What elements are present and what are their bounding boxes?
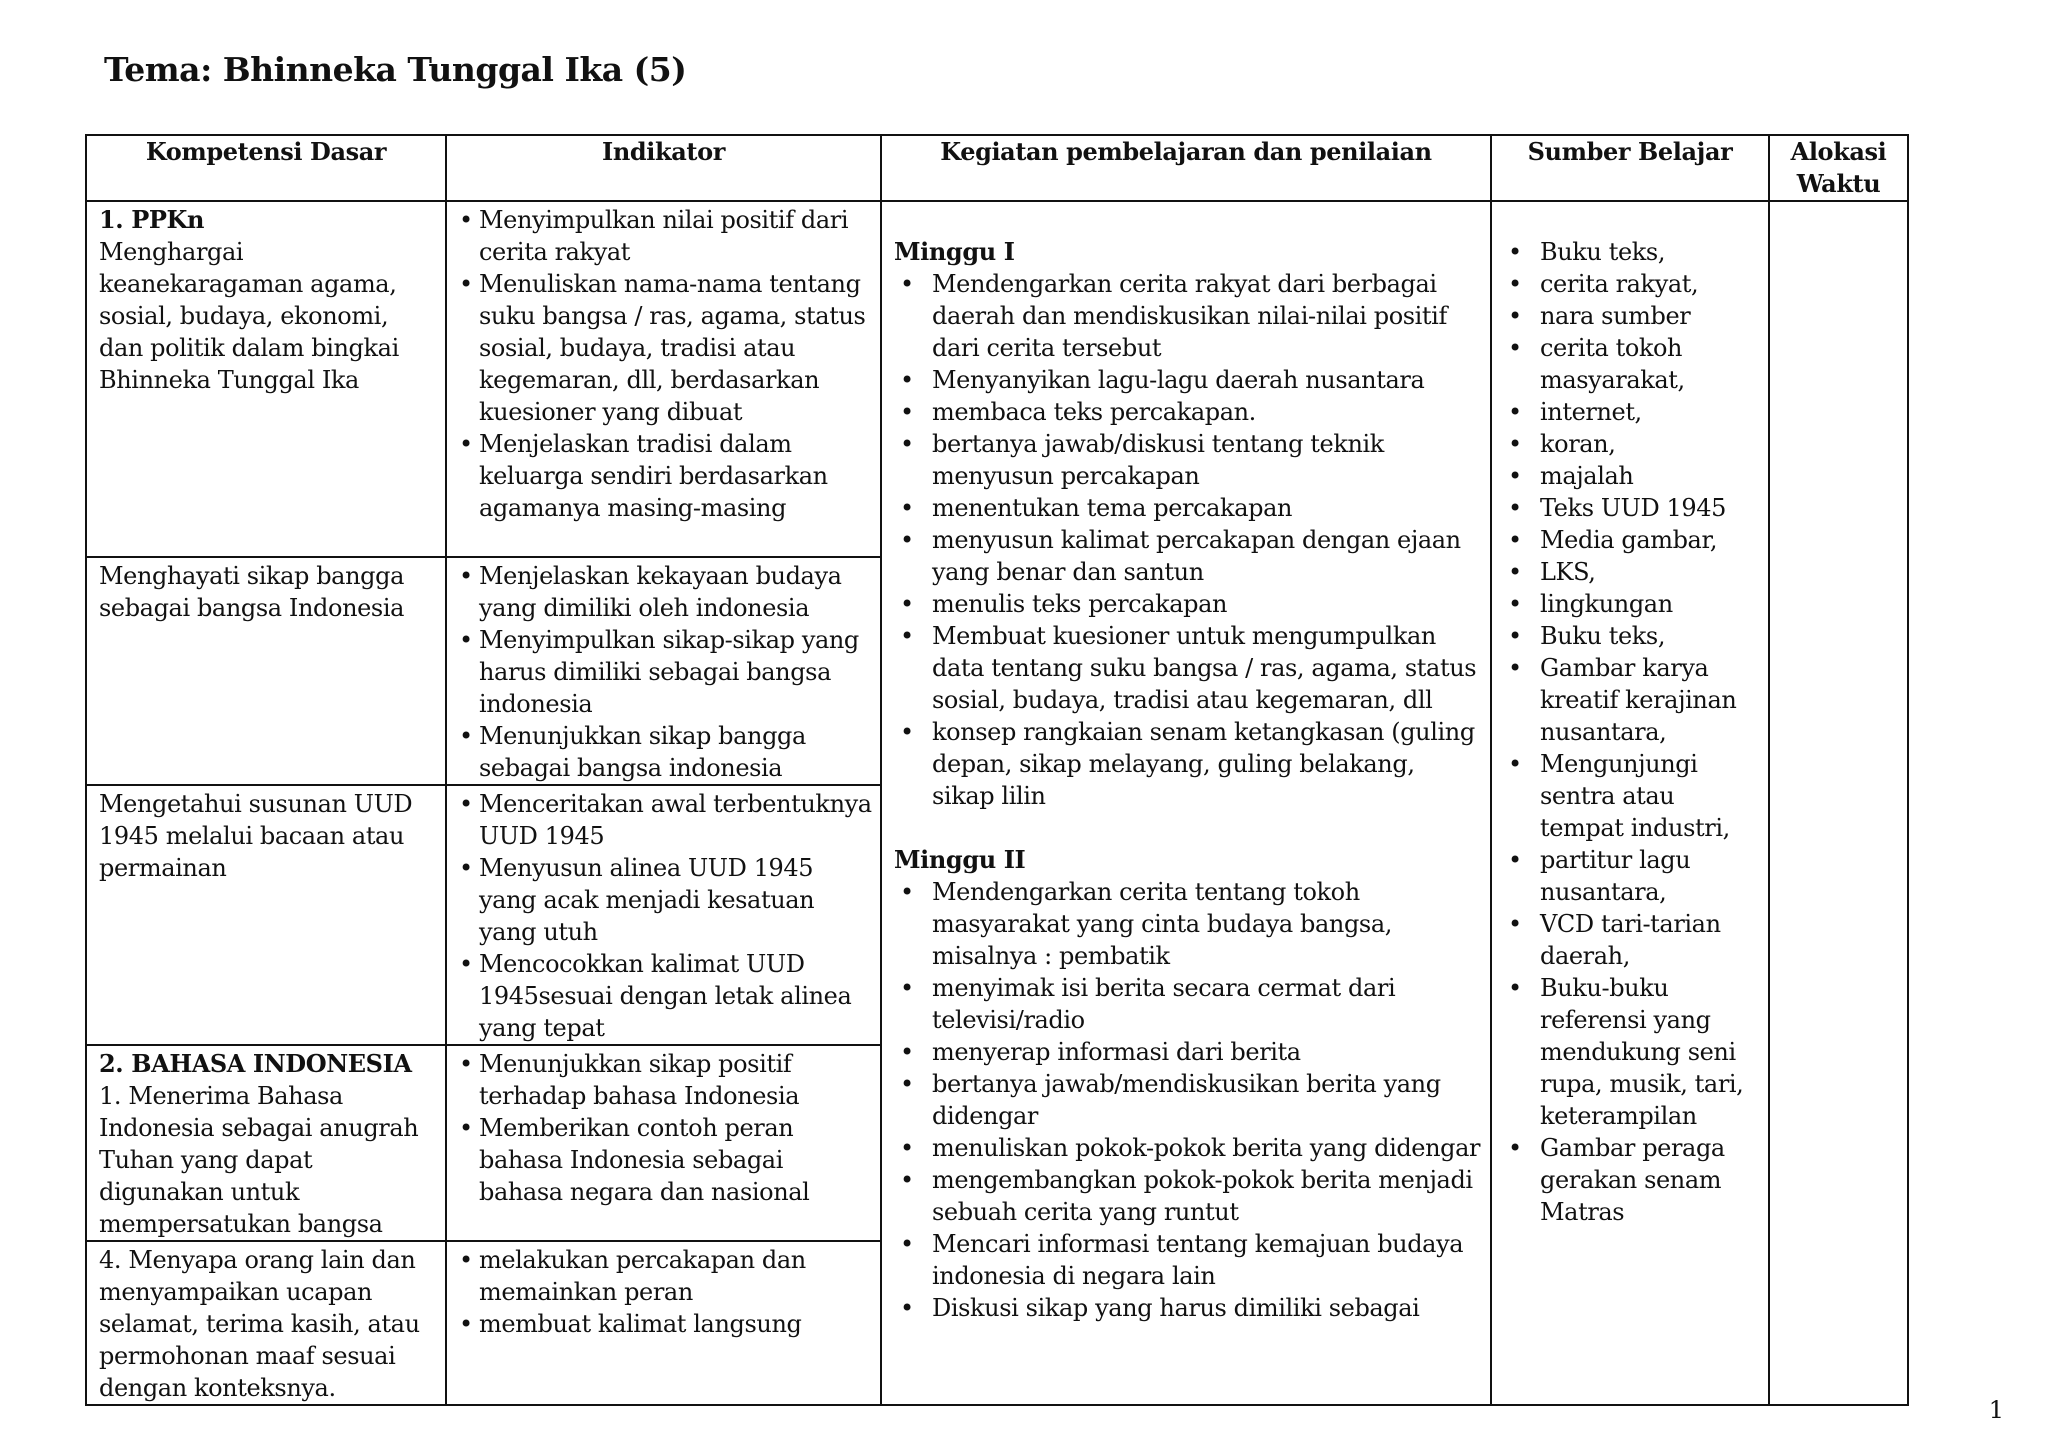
list-item: • Menyimpulkan nilai positif dari cerita rakyat [459,204,872,268]
list-item: • Gambar peraga gerakan senam Matras [1504,1132,1760,1228]
header-alokasi-waktu: Alokasi Waktu [1769,135,1908,201]
list-item: • menyerap informasi dari berita [894,1036,1482,1068]
page-title: Tema: Bhinneka Tunggal Ika (5) [104,50,687,89]
list-item: • VCD tari-tarian daerah, [1504,908,1760,972]
list-item: • lingkungan [1504,588,1760,620]
list-item: • koran, [1504,428,1760,460]
list-item: • Buku teks, [1504,620,1760,652]
indikator-cell [446,201,881,557]
table-header-row [86,135,1908,201]
kompetensi-text: Mengetahui susunan UUD 1945 melalui bacaan atau permainan [99,790,413,882]
list-item: • menentukan tema percakapan [894,492,1482,524]
list-item: • Buku teks, [1504,236,1760,268]
list-item: • Mengunjungi sentra atau tempat industri, [1504,748,1760,844]
kompetensi-cell [86,201,446,557]
kompetensi-cell [86,1045,446,1241]
list-item: • nara sumber [1504,300,1760,332]
list-item: • Diskusi sikap yang harus dimiliki sebagai [894,1292,1482,1324]
kompetensi-text: Menghayati sikap bangga sebagai bangsa Indonesia [99,562,405,622]
list-item: • Mendengarkan cerita tentang tokoh masyarakat yang cinta budaya bangsa, misalnya : pembatik [894,876,1482,972]
list-item: • bertanya jawab/diskusi tentang teknik menyusun percakapan [894,428,1482,492]
list-item: • mengembangkan pokok-pokok berita menjadi sebuah cerita yang runtut [894,1164,1482,1228]
list-item: • majalah [1504,460,1760,492]
list-item: • Menyimpulkan sikap-sikap yang harus dimiliki sebagai bangsa indonesia [459,624,872,720]
list-item: • Menceritakan awal terbentuknya UUD 1945 [459,788,872,852]
list-item: • internet, [1504,396,1760,428]
list-item: • melakukan percakapan dan memainkan peran [459,1244,872,1308]
table-row [86,201,1908,557]
week-heading-1: Minggu I [894,237,1015,266]
list-item: • membuat kalimat langsung [459,1308,872,1340]
header-kegiatan: Kegiatan pembelajaran dan penilaian [881,135,1491,201]
list-item: • menyimak isi berita secara cermat dari televisi/radio [894,972,1482,1036]
sumber-belajar-cell [1491,201,1769,1405]
list-item: • Mencari informasi tentang kemajuan budaya indonesia di negara lain [894,1228,1482,1292]
kegiatan-list-minggu-2 [894,876,1482,1324]
list-item: • Mendengarkan cerita rakyat dari berbagai daerah dan mendiskusikan nilai-nilai positif dari cerita tersebut [894,268,1482,364]
list-item: • Menjelaskan kekayaan budaya yang dimiliki oleh indonesia [459,560,872,624]
kompetensi-text: 4. Menyapa orang lain dan menyampaikan ucapan selamat, terima kasih, atau permohonan maaf sesuai dengan konteksnya. [99,1246,420,1402]
indikator-cell [446,557,881,785]
list-item: • cerita tokoh masyarakat, [1504,332,1760,396]
list-item: • Menyanyikan lagu-lagu daerah nusantara [894,364,1482,396]
indikator-list [459,1048,872,1208]
indikator-list [459,788,872,1044]
page-number: 1 [1988,1396,2004,1424]
list-item: • Gambar karya kreatif kerajinan nusantara, [1504,652,1760,748]
kompetensi-text: Menghargai keanekaragaman agama, sosial, budaya, ekonomi, dan politik dalam bingkai Bhinneka Tunggal Ika [99,238,399,394]
indikator-list [459,560,872,784]
indikator-cell [446,1045,881,1241]
list-item: • Menunjukkan sikap positif terhadap bahasa Indonesia [459,1048,872,1112]
kegiatan-list-minggu-1 [894,268,1482,812]
list-item: • Teks UUD 1945 [1504,492,1760,524]
week-heading-2: Minggu II [894,845,1026,874]
kompetensi-text: 1. Menerima Bahasa Indonesia sebagai anugrah Tuhan yang dapat digunakan untuk mempersatukan bangsa [99,1082,419,1238]
indikator-cell [446,1241,881,1405]
list-item: • cerita rakyat, [1504,268,1760,300]
kompetensi-cell [86,785,446,1045]
list-item: • LKS, [1504,556,1760,588]
list-item: • Menjelaskan tradisi dalam keluarga sendiri berdasarkan agamanya masing-masing [459,428,872,524]
list-item: • membaca teks percakapan. [894,396,1482,428]
kompetensi-cell [86,557,446,785]
list-item: • menulis teks percakapan [894,588,1482,620]
header-sumber-belajar: Sumber Belajar [1491,135,1769,201]
subject-heading-bahasa-indonesia: 2. BAHASA INDONESIA [99,1049,412,1078]
list-item: • bertanya jawab/mendiskusikan berita yang didengar [894,1068,1482,1132]
list-item: • konsep rangkaian senam ketangkasan (guling depan, sikap melayang, guling belakang, sikap lilin [894,716,1482,812]
indikator-list [459,204,872,524]
lesson-plan-table [85,134,1909,1406]
header-kompetensi-dasar: Kompetensi Dasar [86,135,446,201]
header-indikator: Indikator [446,135,881,201]
subject-heading-ppkn: 1. PPKn [99,205,205,234]
list-item: • Buku-buku referensi yang mendukung seni rupa, musik, tari, keterampilan [1504,972,1760,1132]
list-item: • Media gambar, [1504,524,1760,556]
kegiatan-cell [881,201,1491,1405]
list-item: • Menuliskan nama-nama tentang suku bangsa / ras, agama, status sosial, budaya, tradisi atau kegemaran, dll, berdasarkan kuesioner yang dibuat [459,268,872,428]
sumber-belajar-list [1504,236,1760,1228]
alokasi-waktu-cell [1769,201,1908,1405]
list-item: • Menunjukkan sikap bangga sebagai bangsa indonesia [459,720,872,784]
kompetensi-cell [86,1241,446,1405]
list-item: • menyusun kalimat percakapan dengan ejaan yang benar dan santun [894,524,1482,588]
indikator-cell [446,785,881,1045]
list-item: • Menyusun alinea UUD 1945 yang acak menjadi kesatuan yang utuh [459,852,872,948]
indikator-list [459,1244,872,1340]
list-item: • partitur lagu nusantara, [1504,844,1760,908]
list-item: • Memberikan contoh peran bahasa Indonesia sebagai bahasa negara dan nasional [459,1112,872,1208]
list-item: • Mencocokkan kalimat UUD 1945sesuai dengan letak alinea yang tepat [459,948,872,1044]
list-item: • Membuat kuesioner untuk mengumpulkan data tentang suku bangsa / ras, agama, status sosial, budaya, tradisi atau kegemaran, dll [894,620,1482,716]
list-item: • menuliskan pokok-pokok berita yang didengar [894,1132,1482,1164]
